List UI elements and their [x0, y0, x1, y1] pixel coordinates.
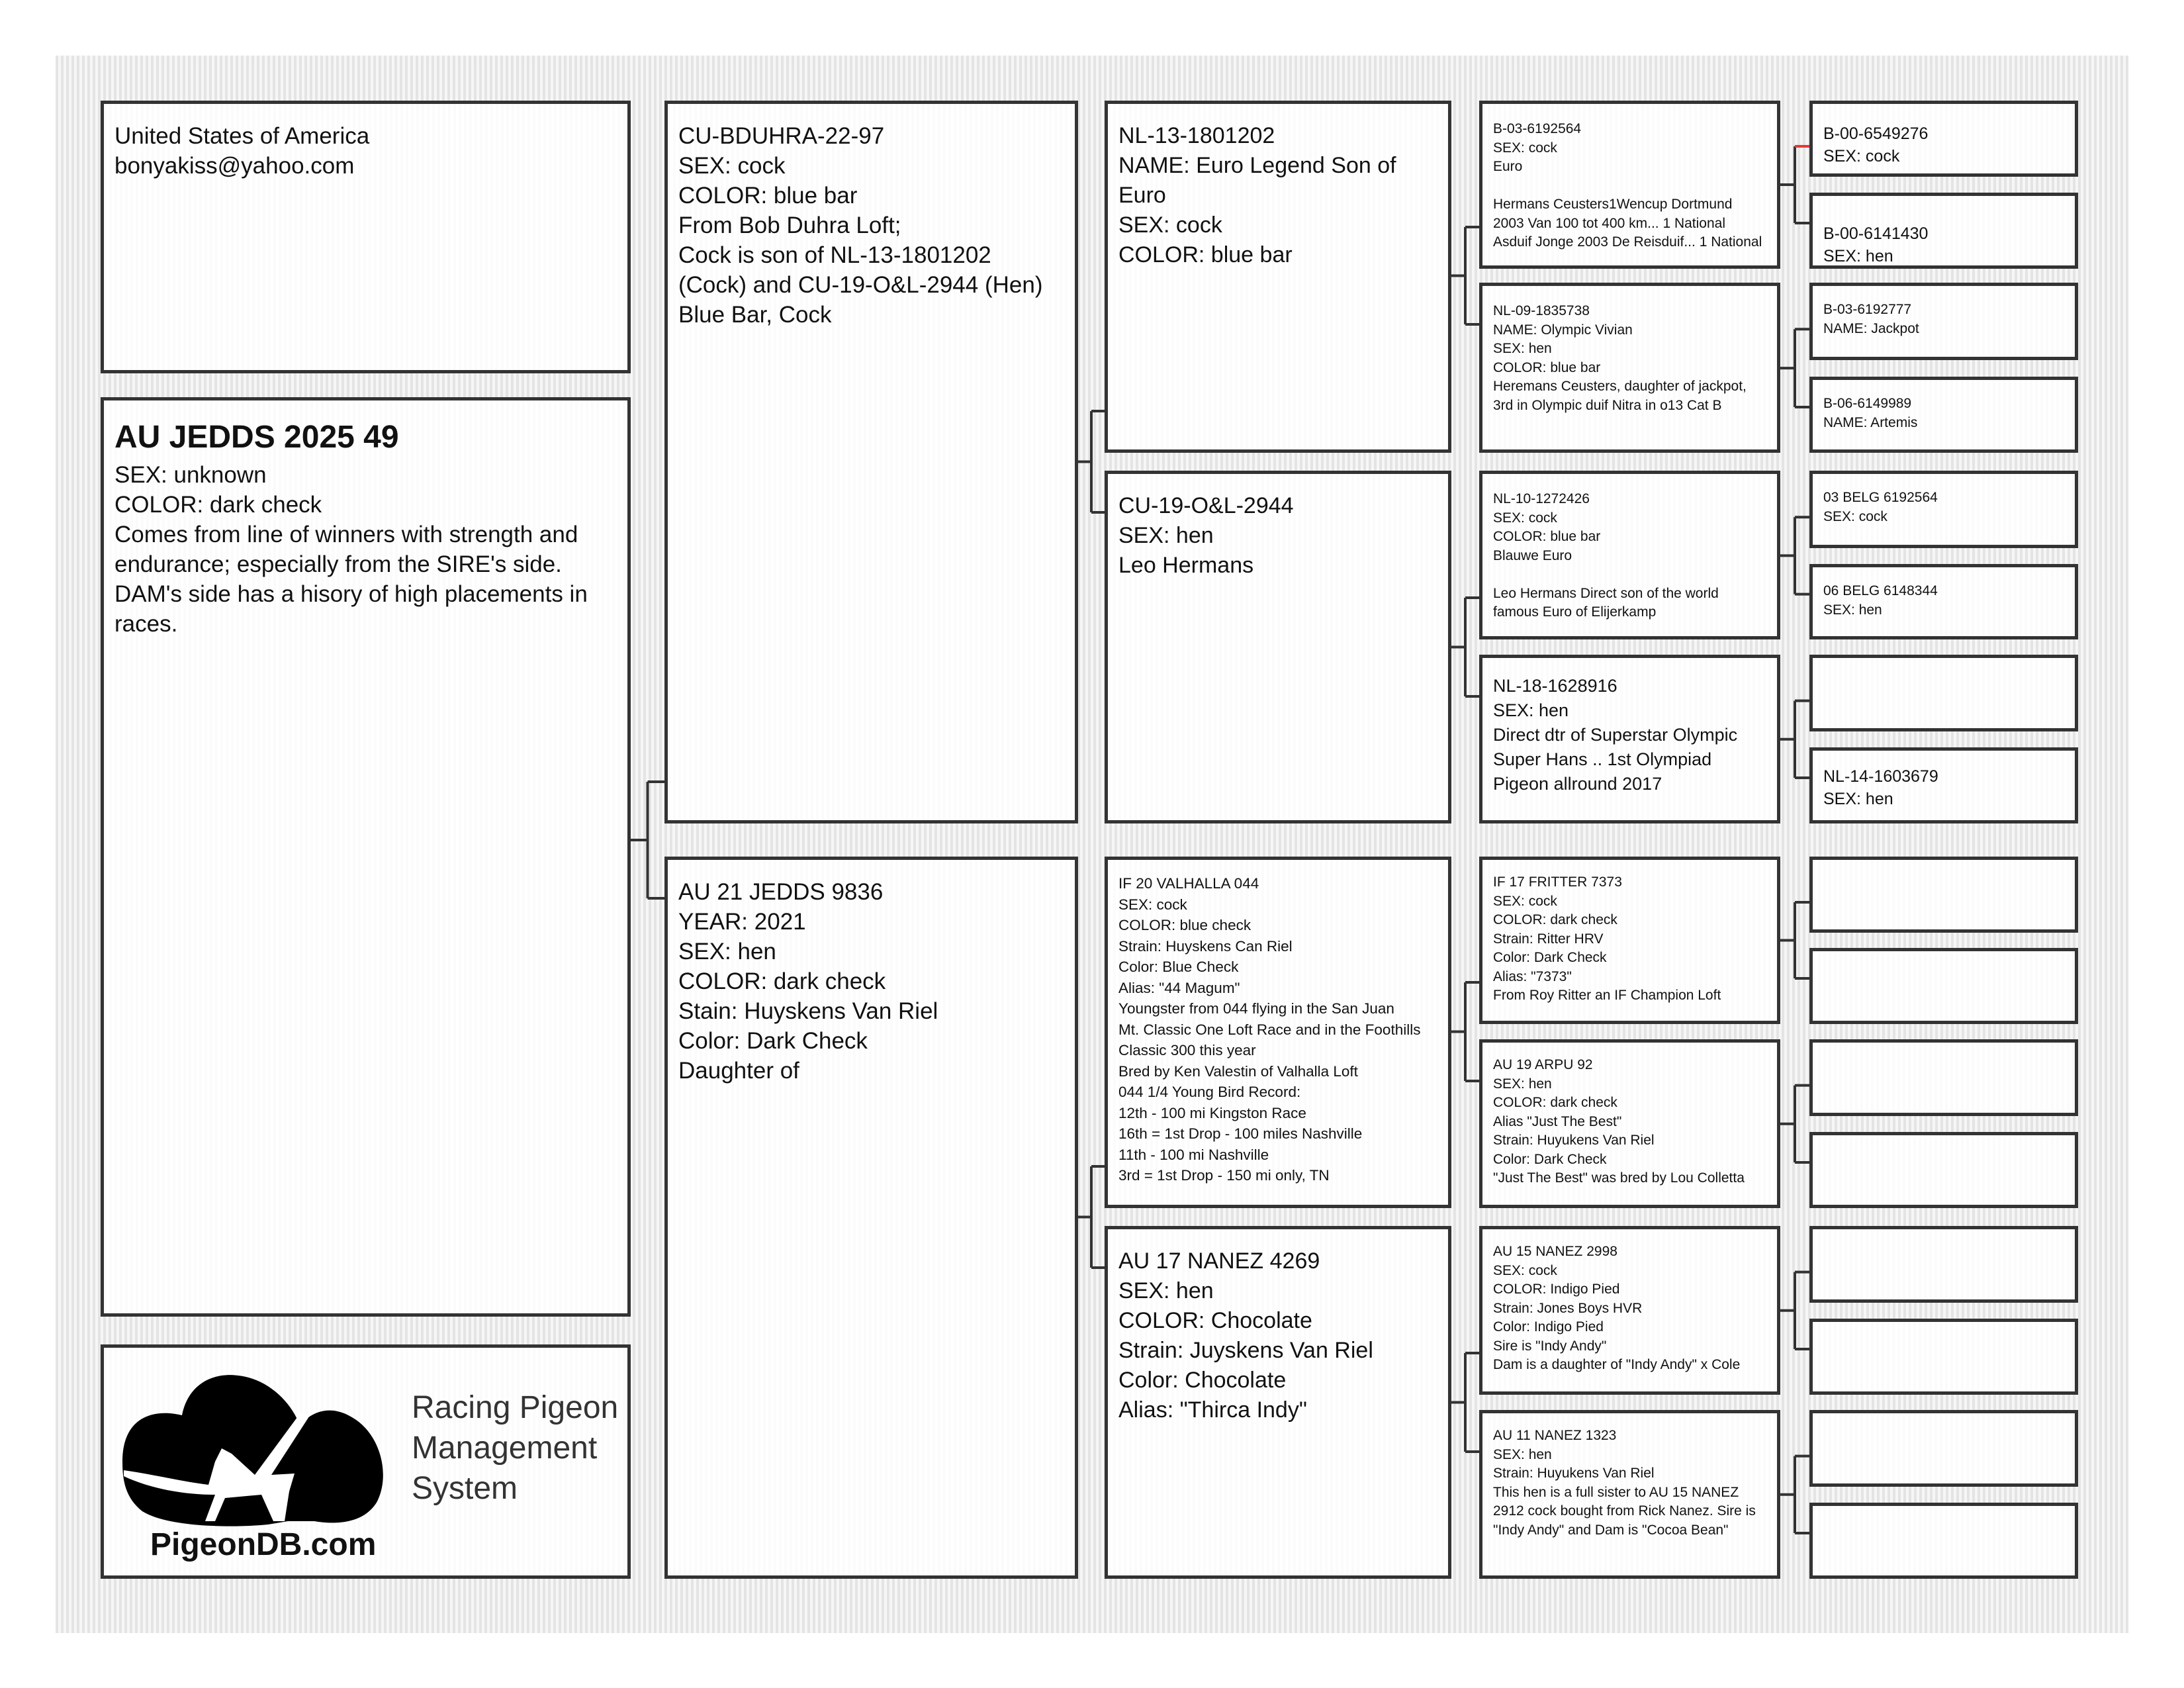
gen5-box-ssdd[interactable] [1809, 377, 2078, 453]
sire-box[interactable] [664, 101, 1078, 823]
gen5-box-ssss[interactable] [1809, 101, 2078, 177]
gen4-details: NL-18-1628916 SEX: hen Direct dtr of Superstar Olympic Super Hans .. 1st Olympiad Pigeon allround 2017 [1493, 676, 1738, 794]
gen4-box-sds[interactable] [1479, 471, 1780, 639]
dam-sire-box[interactable] [1105, 857, 1451, 1208]
gen5-details: NL-14-1603679 SEX: hen [1823, 767, 1938, 808]
dam-dam-box[interactable] [1105, 1226, 1451, 1579]
gen5-details: B-00-6549276 SEX: cock [1823, 124, 1929, 165]
gen4-box-ssd[interactable] [1479, 283, 1780, 453]
gen5-box-sssd[interactable] [1809, 193, 2078, 269]
gen5-details: 03 BELG 6192564 SEX: cock [1823, 490, 1938, 524]
gen5-box-sdsd[interactable] [1809, 564, 2078, 639]
gen5-details: B-06-6149989 NAME: Artemis [1823, 396, 1918, 430]
gen5-box-dddd[interactable] [1809, 1503, 2078, 1579]
gen4-box-dss[interactable] [1479, 857, 1780, 1024]
gen4-box-sss[interactable] [1479, 101, 1780, 269]
logo-box [101, 1344, 631, 1579]
gen4-details: B-03-6192564 SEX: cock Euro Hermans Ceusters1Wencup Dortmund 2003 Van 100 tot 400 km... 1 National Asduif Jonge 2003 De Reisduif... 1 National [1493, 121, 1762, 250]
owner-email[interactable]: bonyakiss@yahoo.com [114, 153, 355, 179]
subject-details: SEX: unknown COLOR: dark check Comes from line of winners with strength and endurance; especially from the SIRE's side. DAM's side has a hisory of high placements in races. [114, 462, 588, 637]
gen5-details: B-00-6141430 SEX: hen [1823, 224, 1929, 265]
logo-tagline: Racing Pigeon Management System [412, 1390, 619, 1506]
sire-sire-box[interactable] [1105, 101, 1451, 453]
gen4-details: NL-10-1272426 SEX: cock COLOR: blue bar Blauwe Euro Leo Hermans Direct son of the world famous Euro of Elijerkamp [1493, 491, 1719, 620]
gen5-details: B-03-6192777 NAME: Jackpot [1823, 302, 1919, 336]
gen5-box-ddds[interactable] [1809, 1410, 2078, 1487]
logo-site-link[interactable]: PigeonDB.com [150, 1527, 377, 1562]
gen5-box-sdss[interactable] [1809, 471, 2078, 548]
gen5-box-sdds[interactable] [1809, 655, 2078, 731]
pigeon-logo-icon [116, 1362, 400, 1534]
gen4-box-sdd[interactable] [1479, 655, 1780, 823]
gen4-box-ddd[interactable] [1479, 1410, 1780, 1579]
gen5-box-dsss[interactable] [1809, 857, 2078, 933]
dam-sire-details: IF 20 VALHALLA 044 SEX: cock COLOR: blue check Strain: Huyskens Can Riel Color: Blue Check Alias: "44 Magum" Youngster from 044 flying in the San Juan Mt. Classic One Loft Race and in the Foothills Classic 300 this year Bred by Ken Valestin of Valhalla Loft 044 1/4 Young Bird Record: 12th - 100 mi Kingston Race 16th = 1st Drop - 100 miles Nashville 11th - 100 mi Nashville 3rd = 1st Drop - 150 mi only, TN [1118, 875, 1421, 1184]
dam-box[interactable] [664, 857, 1078, 1579]
gen4-details: AU 15 NANEZ 2998 SEX: cock COLOR: Indigo Pied Strain: Jones Boys HVR Color: Indigo Pied Sire is "Indy Andy" Dam is a daughter of "Indy Andy" x Cole [1493, 1244, 1741, 1372]
subject-band: AU JEDDS 2025 49 [114, 420, 399, 455]
sire-sire-details: NL-13-1801202 NAME: Euro Legend Son of Euro SEX: cock COLOR: blue bar [1118, 123, 1396, 267]
gen5-box-ddsd[interactable] [1809, 1319, 2078, 1395]
gen5-box-ssds[interactable] [1809, 283, 2078, 360]
dam-details: AU 21 JEDDS 9836 YEAR: 2021 SEX: hen COLOR: dark check Stain: Huyskens Van Riel Color: Dark Check Daughter of [678, 879, 938, 1084]
gen4-details: NL-09-1835738 NAME: Olympic Vivian SEX: hen COLOR: blue bar Heremans Ceusters, daughter of jackpot, 3rd in Olympic duif Nitra in o13 Cat B [1493, 303, 1747, 413]
gen5-box-dsds[interactable] [1809, 1039, 2078, 1116]
sire-details: CU-BDUHRA-22-97 SEX: cock COLOR: blue bar From Bob Duhra Loft; Cock is son of NL-13-1801202 (Cock) and CU-19-O&L-2944 (Hen) Blue Bar, Cock [678, 123, 1043, 328]
gen4-details: AU 11 NANEZ 1323 SEX: hen Strain: Huyukens Van Riel This hen is a full sister to AU 15 NANEZ 2912 cock bought from Rick Nanez. Sire is "Indy Andy" and Dam is "Cocoa Bean" [1493, 1428, 1756, 1538]
gen5-box-dssd[interactable] [1809, 948, 2078, 1024]
owner-country: United States of America [114, 123, 370, 149]
owner-info-box [101, 101, 631, 373]
gen4-box-dsd[interactable] [1479, 1039, 1780, 1208]
sire-dam-details: CU-19-O&L-2944 SEX: hen Leo Hermans [1118, 493, 1294, 578]
gen5-details: 06 BELG 6148344 SEX: hen [1823, 583, 1938, 618]
gen5-box-dsdd[interactable] [1809, 1132, 2078, 1208]
sire-dam-box[interactable] [1105, 471, 1451, 823]
gen5-box-ddss[interactable] [1809, 1226, 2078, 1303]
gen4-details: AU 19 ARPU 92 SEX: hen COLOR: dark check Alias "Just The Best" Strain: Huyukens Van Riel Color: Dark Check "Just The Best" was bred by Lou Colletta [1493, 1057, 1745, 1186]
subject-pigeon-box[interactable] [101, 397, 631, 1317]
gen4-box-dds[interactable] [1479, 1226, 1780, 1395]
gen5-box-sddd[interactable] [1809, 747, 2078, 823]
gen4-details: IF 17 FRITTER 7373 SEX: cock COLOR: dark check Strain: Ritter HRV Color: Dark Check Alias: "7373" From Roy Ritter an IF Champion Loft [1493, 874, 1721, 1003]
dam-dam-details: AU 17 NANEZ 4269 SEX: hen COLOR: Chocolate Strain: Juyskens Van Riel Color: Chocolate Alias: "Thirca Indy" [1118, 1248, 1373, 1423]
